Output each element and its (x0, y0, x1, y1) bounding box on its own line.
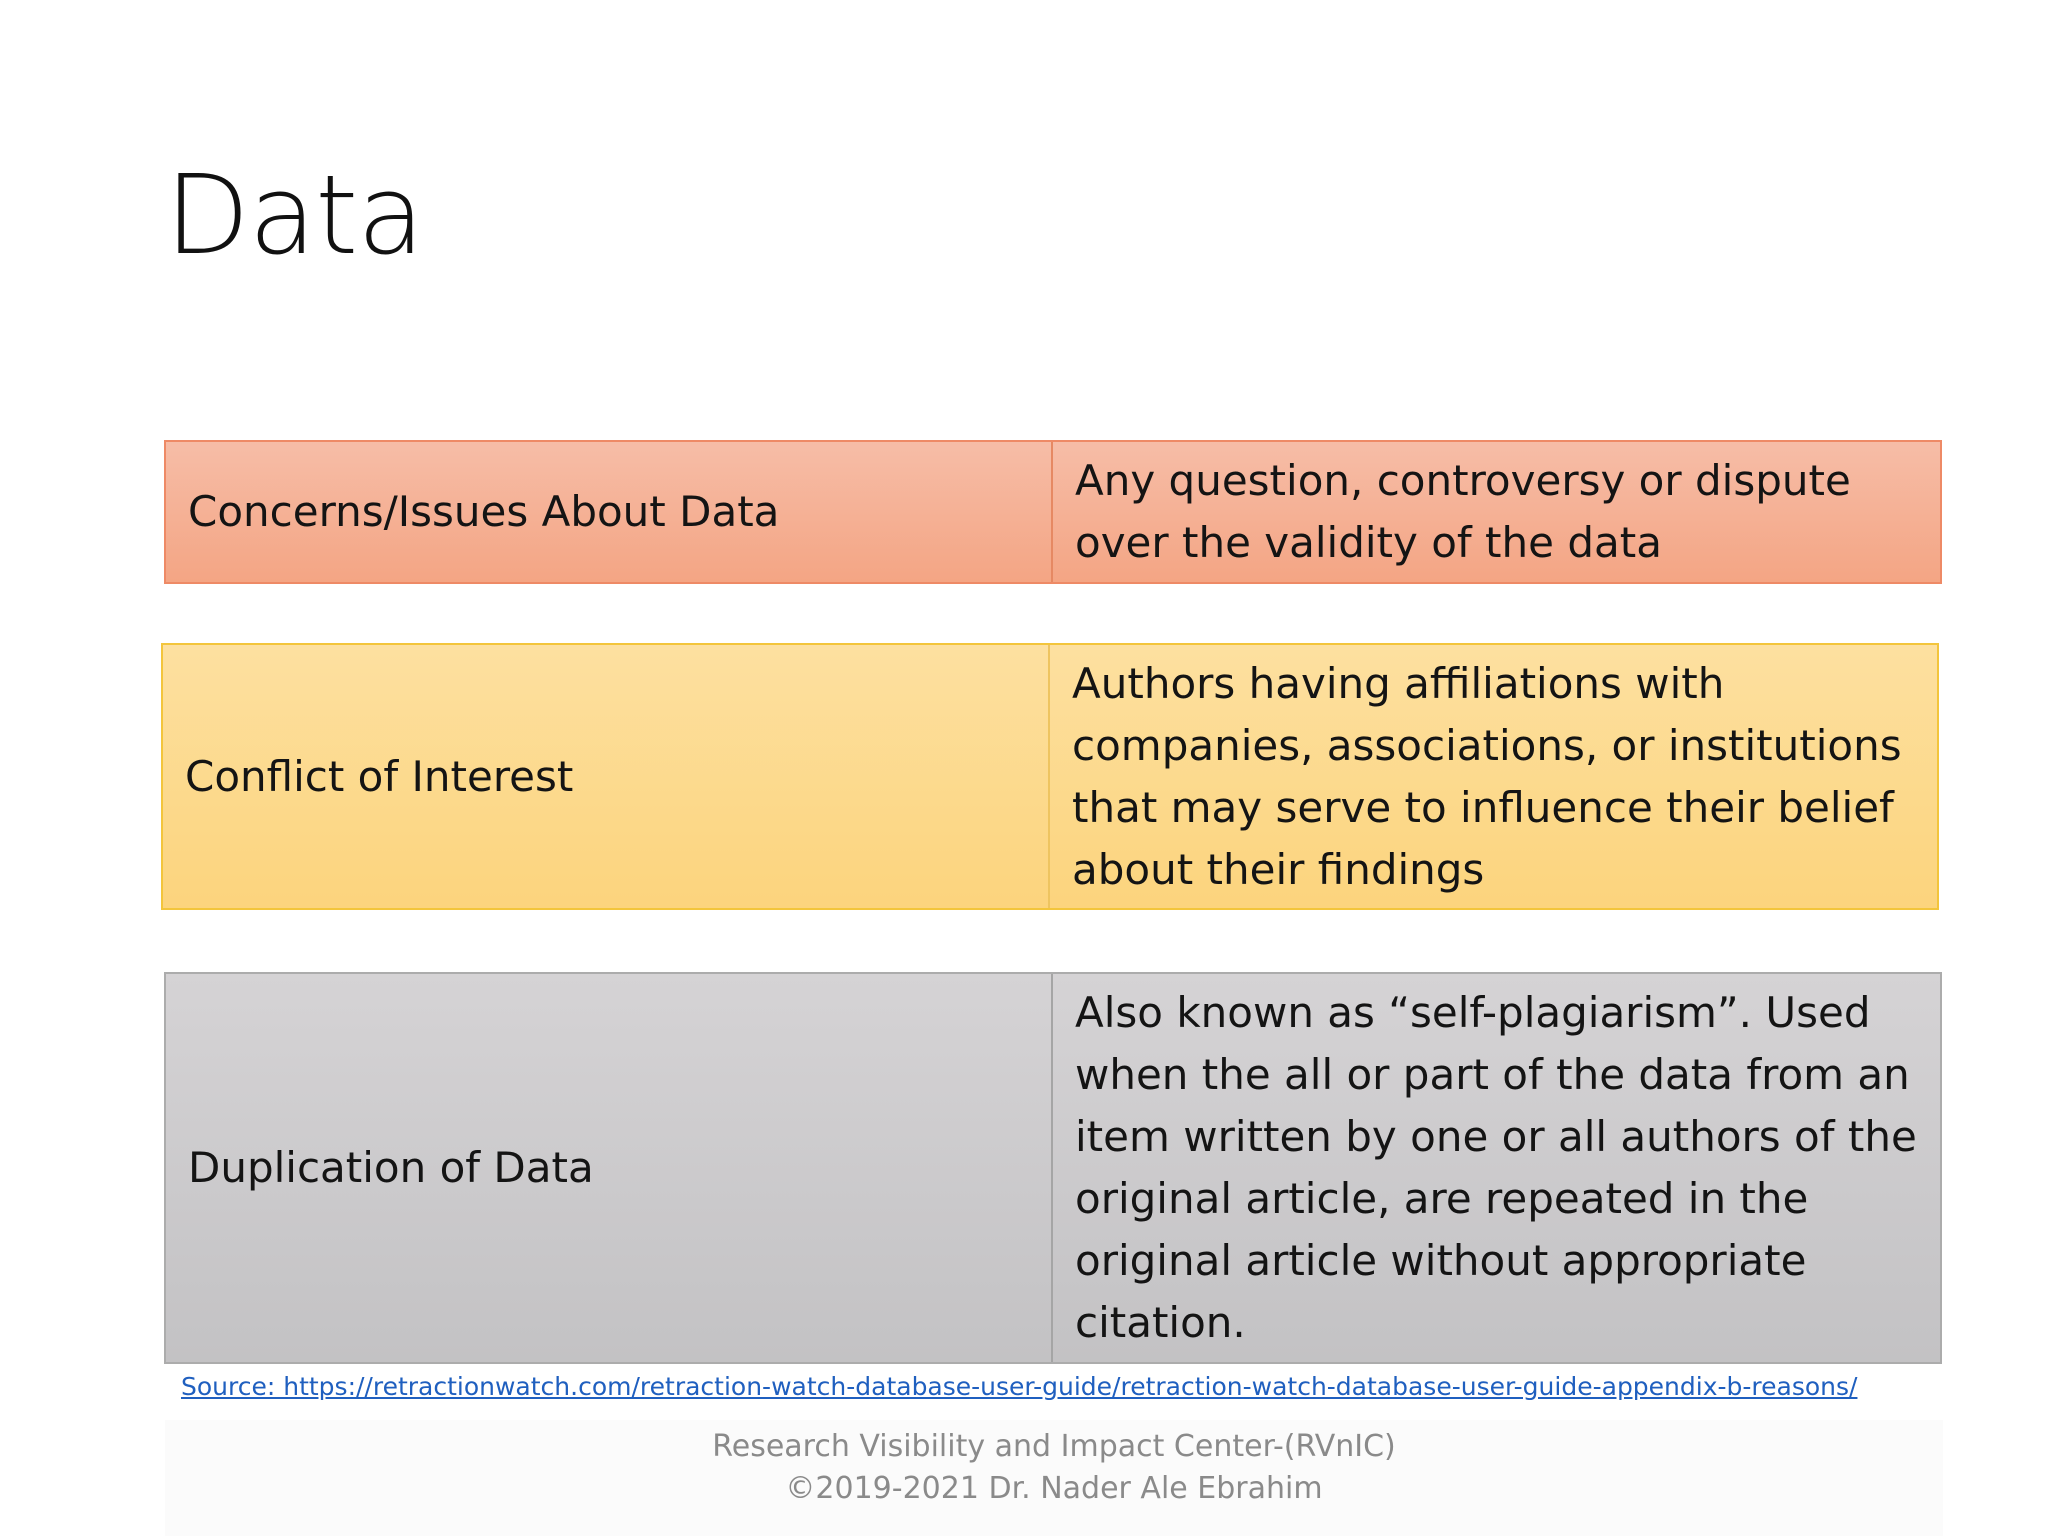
table-row-conflict-of-interest (161, 643, 1939, 910)
term-cell: Duplication of Data (166, 974, 1053, 1362)
slide-title: Data (165, 151, 424, 279)
term-cell: Concerns/Issues About Data (166, 442, 1053, 582)
term-cell: Conflict of Interest (163, 645, 1050, 908)
description-cell: Authors having affiliations with companies, associations, or institutions that may serve to influence their belief about their findings (1072, 658, 1902, 894)
description-cell: Any question, controversy or dispute over the validity of the data (1075, 456, 1851, 567)
source-link[interactable]: Source: https://retractionwatch.com/retraction-watch-database-user-guide/retraction-watch-database-user-guide-appendix-b-reasons/ (181, 1372, 1858, 1401)
footer (165, 1420, 1943, 1536)
table-row-duplication-of-data (164, 972, 1942, 1364)
description-cell: Also known as “self-plagiarism”. Used when the all or part of the data from an item written by one or all authors of the original article, are repeated in the original article without appropriate citation. (1075, 988, 1917, 1347)
footer-copyright: ©2019-2021 Dr. Nader Ale Ebrahim (785, 1471, 1323, 1506)
table-row-concerns-about-data (164, 440, 1942, 584)
footer-organization: Research Visibility and Impact Center-(RVnIC) (712, 1429, 1396, 1464)
